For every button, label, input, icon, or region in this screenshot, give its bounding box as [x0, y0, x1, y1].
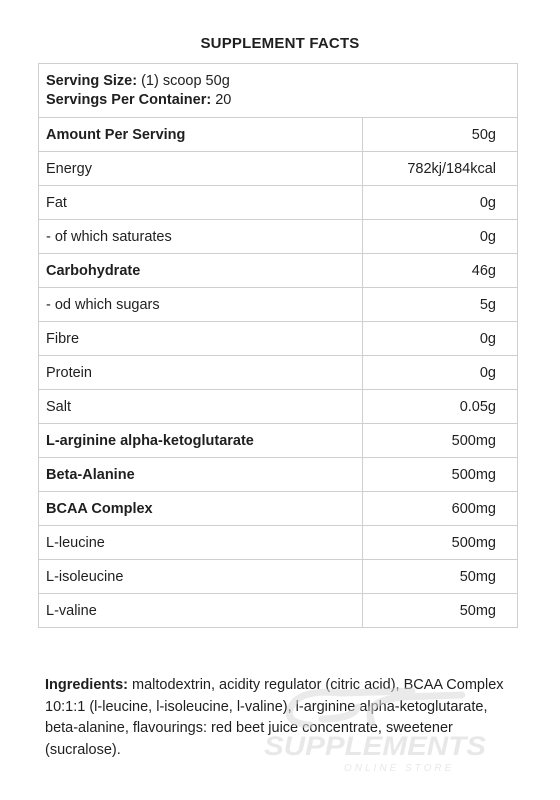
- servings-per-container-value: 20: [211, 92, 232, 108]
- serving-size-value: (1) scoop 50g: [137, 73, 230, 89]
- nutrient-amount: 50mg: [363, 560, 518, 594]
- supplement-facts-panel: [38, 63, 518, 628]
- nutrition-row: [39, 118, 517, 152]
- nutrition-row: [39, 594, 517, 628]
- nutrient-name: Amount Per Serving: [39, 118, 363, 152]
- nutrient-name: L-valine: [39, 594, 363, 628]
- nutrient-amount: 50mg: [459, 602, 496, 619]
- serving-size-line: [46, 72, 517, 91]
- nutrition-row: [39, 424, 517, 458]
- nutrient-name: Fibre: [39, 322, 363, 356]
- supplement-facts-title: SUPPLEMENT FACTS: [200, 35, 360, 52]
- servings-per-container-label: Servings Per Container:: [46, 92, 212, 108]
- nutrition-row: [39, 492, 517, 526]
- nutrition-row: [39, 322, 517, 356]
- nutrition-row: [39, 288, 517, 322]
- nutrient-amount: 782kj/184kcal: [363, 152, 518, 186]
- nutrient-name: - od which sugars: [39, 288, 363, 322]
- nutrient-name: BCAA Complex: [39, 492, 363, 526]
- nutrient-amount: 500mg: [363, 458, 518, 492]
- ingredients-text: maltodextrin, acidity regulator (citric acid), BCAA Complex 10:1:1 (l-leucine, l-isoleucine, l-valine), l-arginine alpha-ketoglutarate, beta-alanine, flavourings: red beet juice concentrate, sweetener (sucralose).: [45, 677, 504, 758]
- nutrient-name: L-arginine alpha-ketoglutarate: [39, 424, 363, 458]
- watermark-tagline: ONLINE STORE: [344, 763, 455, 774]
- nutrition-row: [39, 152, 517, 186]
- nutrient-amount: 0g: [363, 186, 518, 220]
- nutrition-row: [39, 560, 517, 594]
- nutrient-amount: 0.05g: [363, 390, 518, 424]
- nutrition-row: [39, 390, 517, 424]
- nutrition-row: [39, 254, 517, 288]
- nutrient-name: Salt: [39, 390, 363, 424]
- nutrient-amount: 5g: [363, 288, 518, 322]
- nutrient-name: Energy: [39, 152, 363, 186]
- nutrient-name: L-isoleucine: [39, 560, 363, 594]
- serving-size-label: Serving Size:: [46, 73, 138, 89]
- nutrient-amount: 500mg: [363, 424, 518, 458]
- nutrient-name: Carbohydrate: [39, 254, 363, 288]
- nutrition-row: [39, 356, 517, 390]
- nutrition-table: [39, 118, 517, 627]
- servings-per-container-line: [46, 91, 517, 110]
- nutrient-amount: 0g: [363, 322, 518, 356]
- ingredients-label: Ingredients:: [45, 677, 128, 693]
- nutrition-row: [39, 220, 517, 254]
- nutrient-amount: 50g: [363, 118, 518, 152]
- nutrition-row: [39, 526, 517, 560]
- watermark-brand: SUPPLEMENTS: [264, 731, 486, 761]
- serving-info: [39, 64, 517, 118]
- nutrient-amount: 0g: [363, 220, 518, 254]
- nutrient-name: Fat: [39, 186, 363, 220]
- nutrient-name: - of which saturates: [39, 220, 363, 254]
- nutrient-amount: 46g: [363, 254, 518, 288]
- ingredients-block: [45, 675, 520, 761]
- nutrition-row: [39, 186, 517, 220]
- nutrient-name: L-leucine: [39, 526, 363, 560]
- nutrient-amount: 500mg: [363, 526, 518, 560]
- nutrient-amount: 0g: [363, 356, 518, 390]
- nutrient-name: Beta-Alanine: [39, 458, 363, 492]
- nutrition-row: [39, 458, 517, 492]
- nutrient-name: Protein: [39, 356, 363, 390]
- nutrient-amount: 600mg: [363, 492, 518, 526]
